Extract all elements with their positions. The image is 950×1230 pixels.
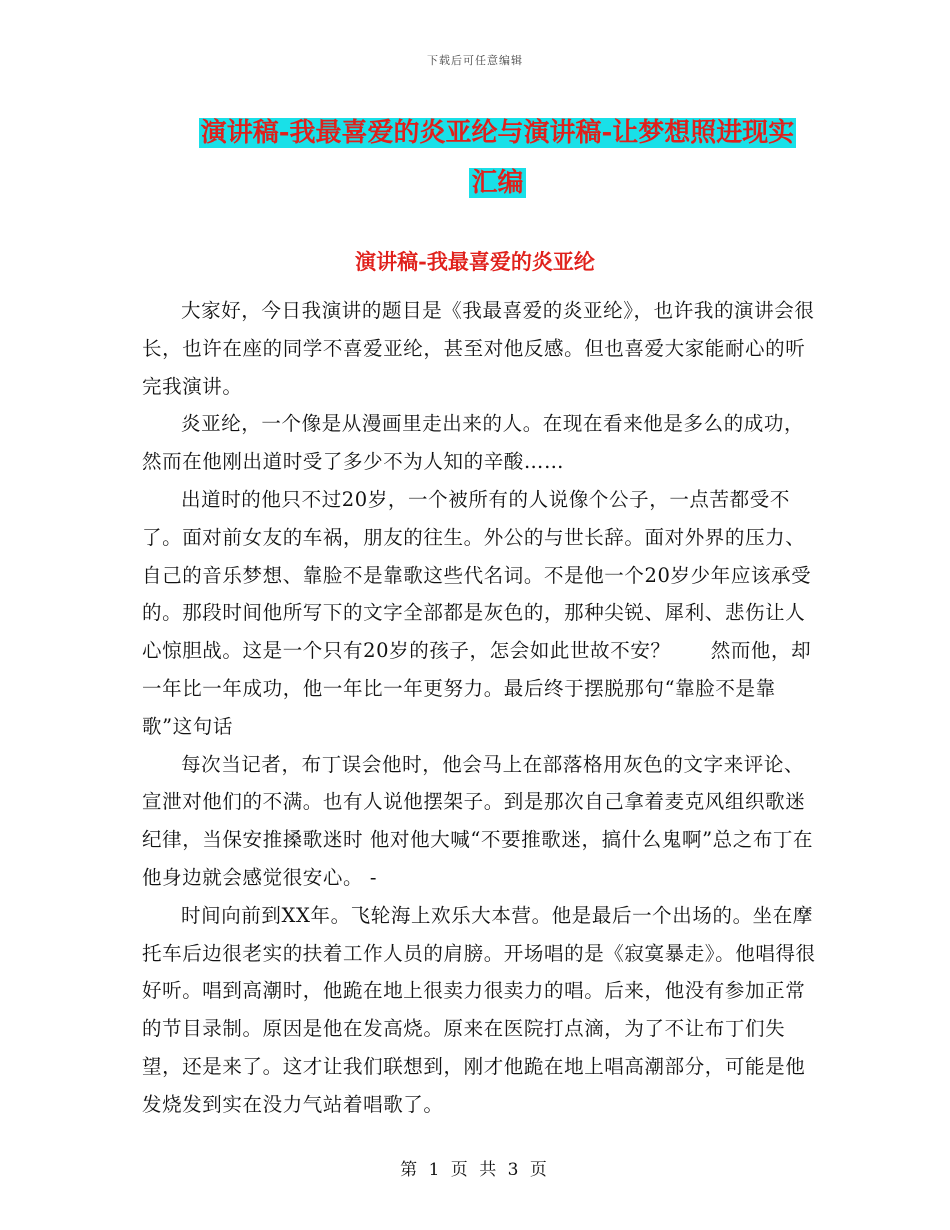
section-title: 演讲稿-我最喜爱的炎亚纶 xyxy=(355,249,595,274)
body-paragraph: 出道时的他只不过20岁，一个被所有的人说像个公子，一点苦都受不了。面对前女友的车祸，朋友的往生。外公的与世长辞。面对外界的压力、自己的音乐梦想、靠脸不是靠歌这些代名词。不是他一个20岁少年应该承受的。那段时间他所写下的文字全部都是灰色的，那种尖锐、犀利、悲伤让人心惊胆战。这是一个只有20岁的孩子，怎会如此世故不安？ 然而他，却一年比一年成功，他一年比一年更努力。最后终于摆脱那句“靠脸不是靠歌”这句话 xyxy=(142,487,812,738)
body-paragraph: 炎亚纶，一个像是从漫画里走出来的人。在现在看来他是多么的成功，然而在他刚出道时受了多少不为人知的辛酸…… xyxy=(142,412,805,474)
document-title-line-1: 演讲稿-我最喜爱的炎亚纶与演讲稿-让梦想照进现实 xyxy=(200,118,795,148)
body-paragraph: 时间向前到XX年。飞轮海上欢乐大本营。他是最后一个出场的。坐在摩托车后边很老实的扶着工作人员的肩膀。开场唱的是《寂寞暴走》。他唱得很好听。唱到高潮时，他跪在地上很卖力很卖力的唱。后来，他没有参加正常的节目录制。原因是他在发高烧。原来在医院打点滴，为了不让布丁们失望，还是来了。这才让我们联想到，刚才他跪在地上唱高潮部分，可能是他发烧发到实在没力气站着唱歌了。 xyxy=(142,903,816,1116)
document-title-line-2: 汇编 xyxy=(471,168,524,198)
body-paragraph: 每次当记者，布丁误会他时，他会马上在部落格用灰色的文字来评论、宣泄对他们的不满。也有人说他摆架子。到是那次自己拿着麦克风组织歌迷纪律，当保安推搡歌迷时 他对他大喊“不要推歌迷，搞什么鬼啊”总之布丁在他身边就会感觉很安心。 - xyxy=(142,752,814,889)
document-body xyxy=(142,292,822,1124)
page-number-footer: 第 1 页 共 3 页 xyxy=(400,1160,550,1180)
page-header-note: 下载后可任意编辑 xyxy=(427,54,523,67)
document-title xyxy=(190,108,805,208)
body-paragraph: 大家好，今日我演讲的题目是《我最喜爱的炎亚纶》，也许我的演讲会很长，也许在座的同学不喜爱亚纶，甚至对他反感。但也喜爱大家能耐心的听完我演讲。 xyxy=(142,299,815,398)
